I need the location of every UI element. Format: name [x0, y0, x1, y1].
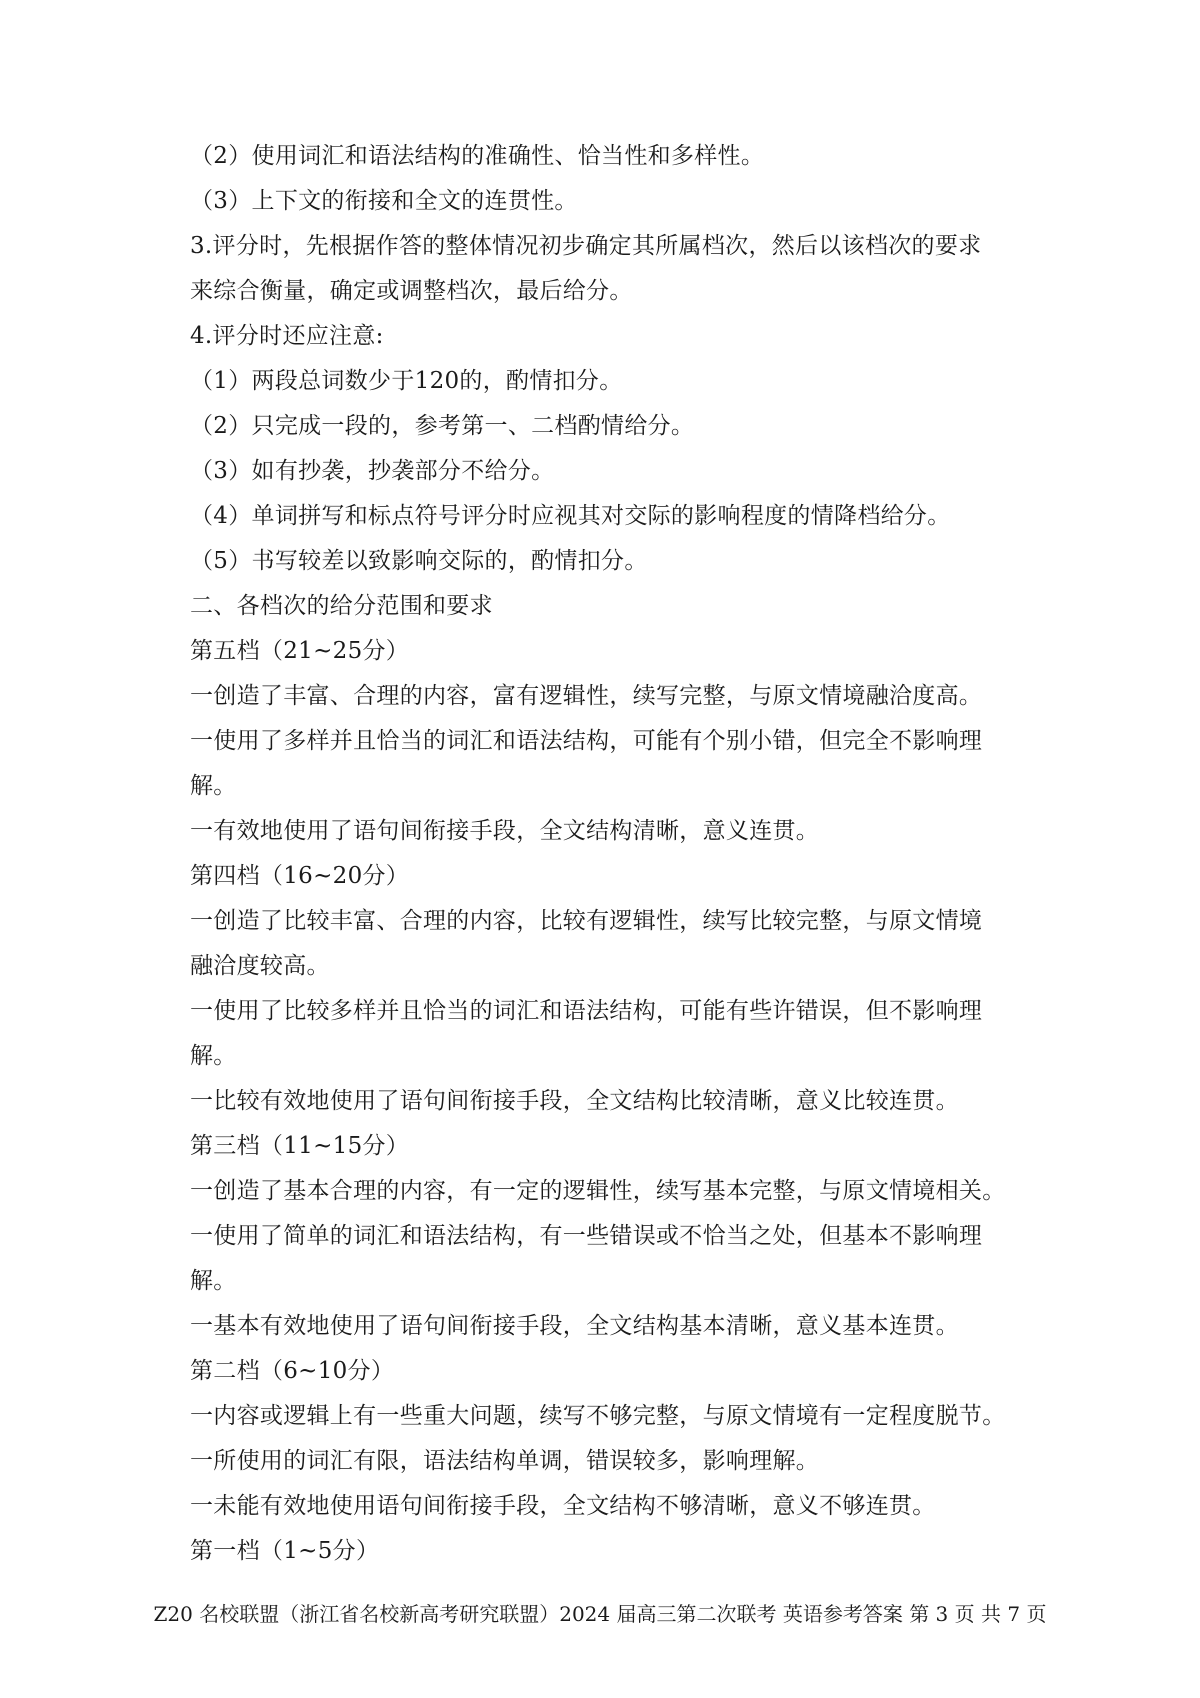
text-line: （2）只完成一段的，参考第一、二档酌情给分。: [190, 413, 695, 439]
text-line: （5）书写较差以致影响交际的，酌情扣分。: [190, 548, 648, 574]
text-line: 一使用了多样并且恰当的词汇和语法结构，可能有个别小错，但完全不影响理: [190, 728, 983, 754]
text-line: 一未能有效地使用语句间衔接手段，全文结构不够清晰，意义不够连贯。: [190, 1493, 936, 1519]
text-line: （3）上下文的衔接和全文的连贯性。: [190, 188, 578, 214]
text-line: （3）如有抄袭，抄袭部分不给分。: [190, 458, 555, 484]
grade-heading: 第二档（6~10分）: [190, 1358, 395, 1384]
text-line: 一所使用的词汇有限，语法结构单调，错误较多，影响理解。: [190, 1448, 820, 1474]
text-line: 来综合衡量，确定或调整档次，最后给分。: [190, 278, 633, 304]
page-footer: Z20 名校联盟（浙江省名校新高考研究联盟）2024 届高三第二次联考 英语参考答案 第 3 页 共 7 页: [153, 1602, 1047, 1626]
text-line: 一创造了丰富、合理的内容，富有逻辑性，续写完整，与原文情境融洽度高。: [190, 683, 983, 709]
text-line: （2）使用词汇和语法结构的准确性、恰当性和多样性。: [190, 143, 765, 169]
text-line: 解。: [190, 1268, 237, 1294]
text-line: 一创造了比较丰富、合理的内容，比较有逻辑性，续写比较完整，与原文情境: [190, 908, 983, 934]
page-body: [190, 134, 1020, 1574]
text-line: 融洽度较高。: [190, 953, 330, 979]
grade-heading: 第三档（11~15分）: [190, 1133, 410, 1159]
text-line: 一使用了比较多样并且恰当的词汇和语法结构，可能有些许错误，但不影响理: [190, 998, 983, 1024]
text-line: （1）两段总词数少于120的，酌情扣分。: [190, 368, 623, 394]
grade-heading: 第五档（21~25分）: [190, 638, 410, 664]
grade-heading: 第一档（1~5分）: [190, 1538, 380, 1564]
text-line: （4）单词拼写和标点符号评分时应视其对交际的影响程度的情降档给分。: [190, 503, 951, 529]
text-line: 解。: [190, 773, 237, 799]
text-line: 解。: [190, 1043, 237, 1069]
text-line: 一创造了基本合理的内容，有一定的逻辑性，续写基本完整，与原文情境相关。: [190, 1178, 1006, 1204]
text-line: 一有效地使用了语句间衔接手段，全文结构清晰，意义连贯。: [190, 818, 820, 844]
grade-heading: 第四档（16~20分）: [190, 863, 410, 889]
text-line: 一基本有效地使用了语句间衔接手段，全文结构基本清晰，意义基本连贯。: [190, 1313, 959, 1339]
section-heading: 二、各档次的给分范围和要求: [190, 593, 493, 619]
text-line: 3.评分时，先根据作答的整体情况初步确定其所属档次，然后以该档次的要求: [190, 233, 982, 259]
text-line: 4.评分时还应注意:: [190, 323, 384, 349]
text-line: 一内容或逻辑上有一些重大问题，续写不够完整，与原文情境有一定程度脱节。: [190, 1403, 1006, 1429]
text-line: 一使用了简单的词汇和语法结构，有一些错误或不恰当之处，但基本不影响理: [190, 1223, 983, 1249]
text-line: 一比较有效地使用了语句间衔接手段，全文结构比较清晰，意义比较连贯。: [190, 1088, 959, 1114]
